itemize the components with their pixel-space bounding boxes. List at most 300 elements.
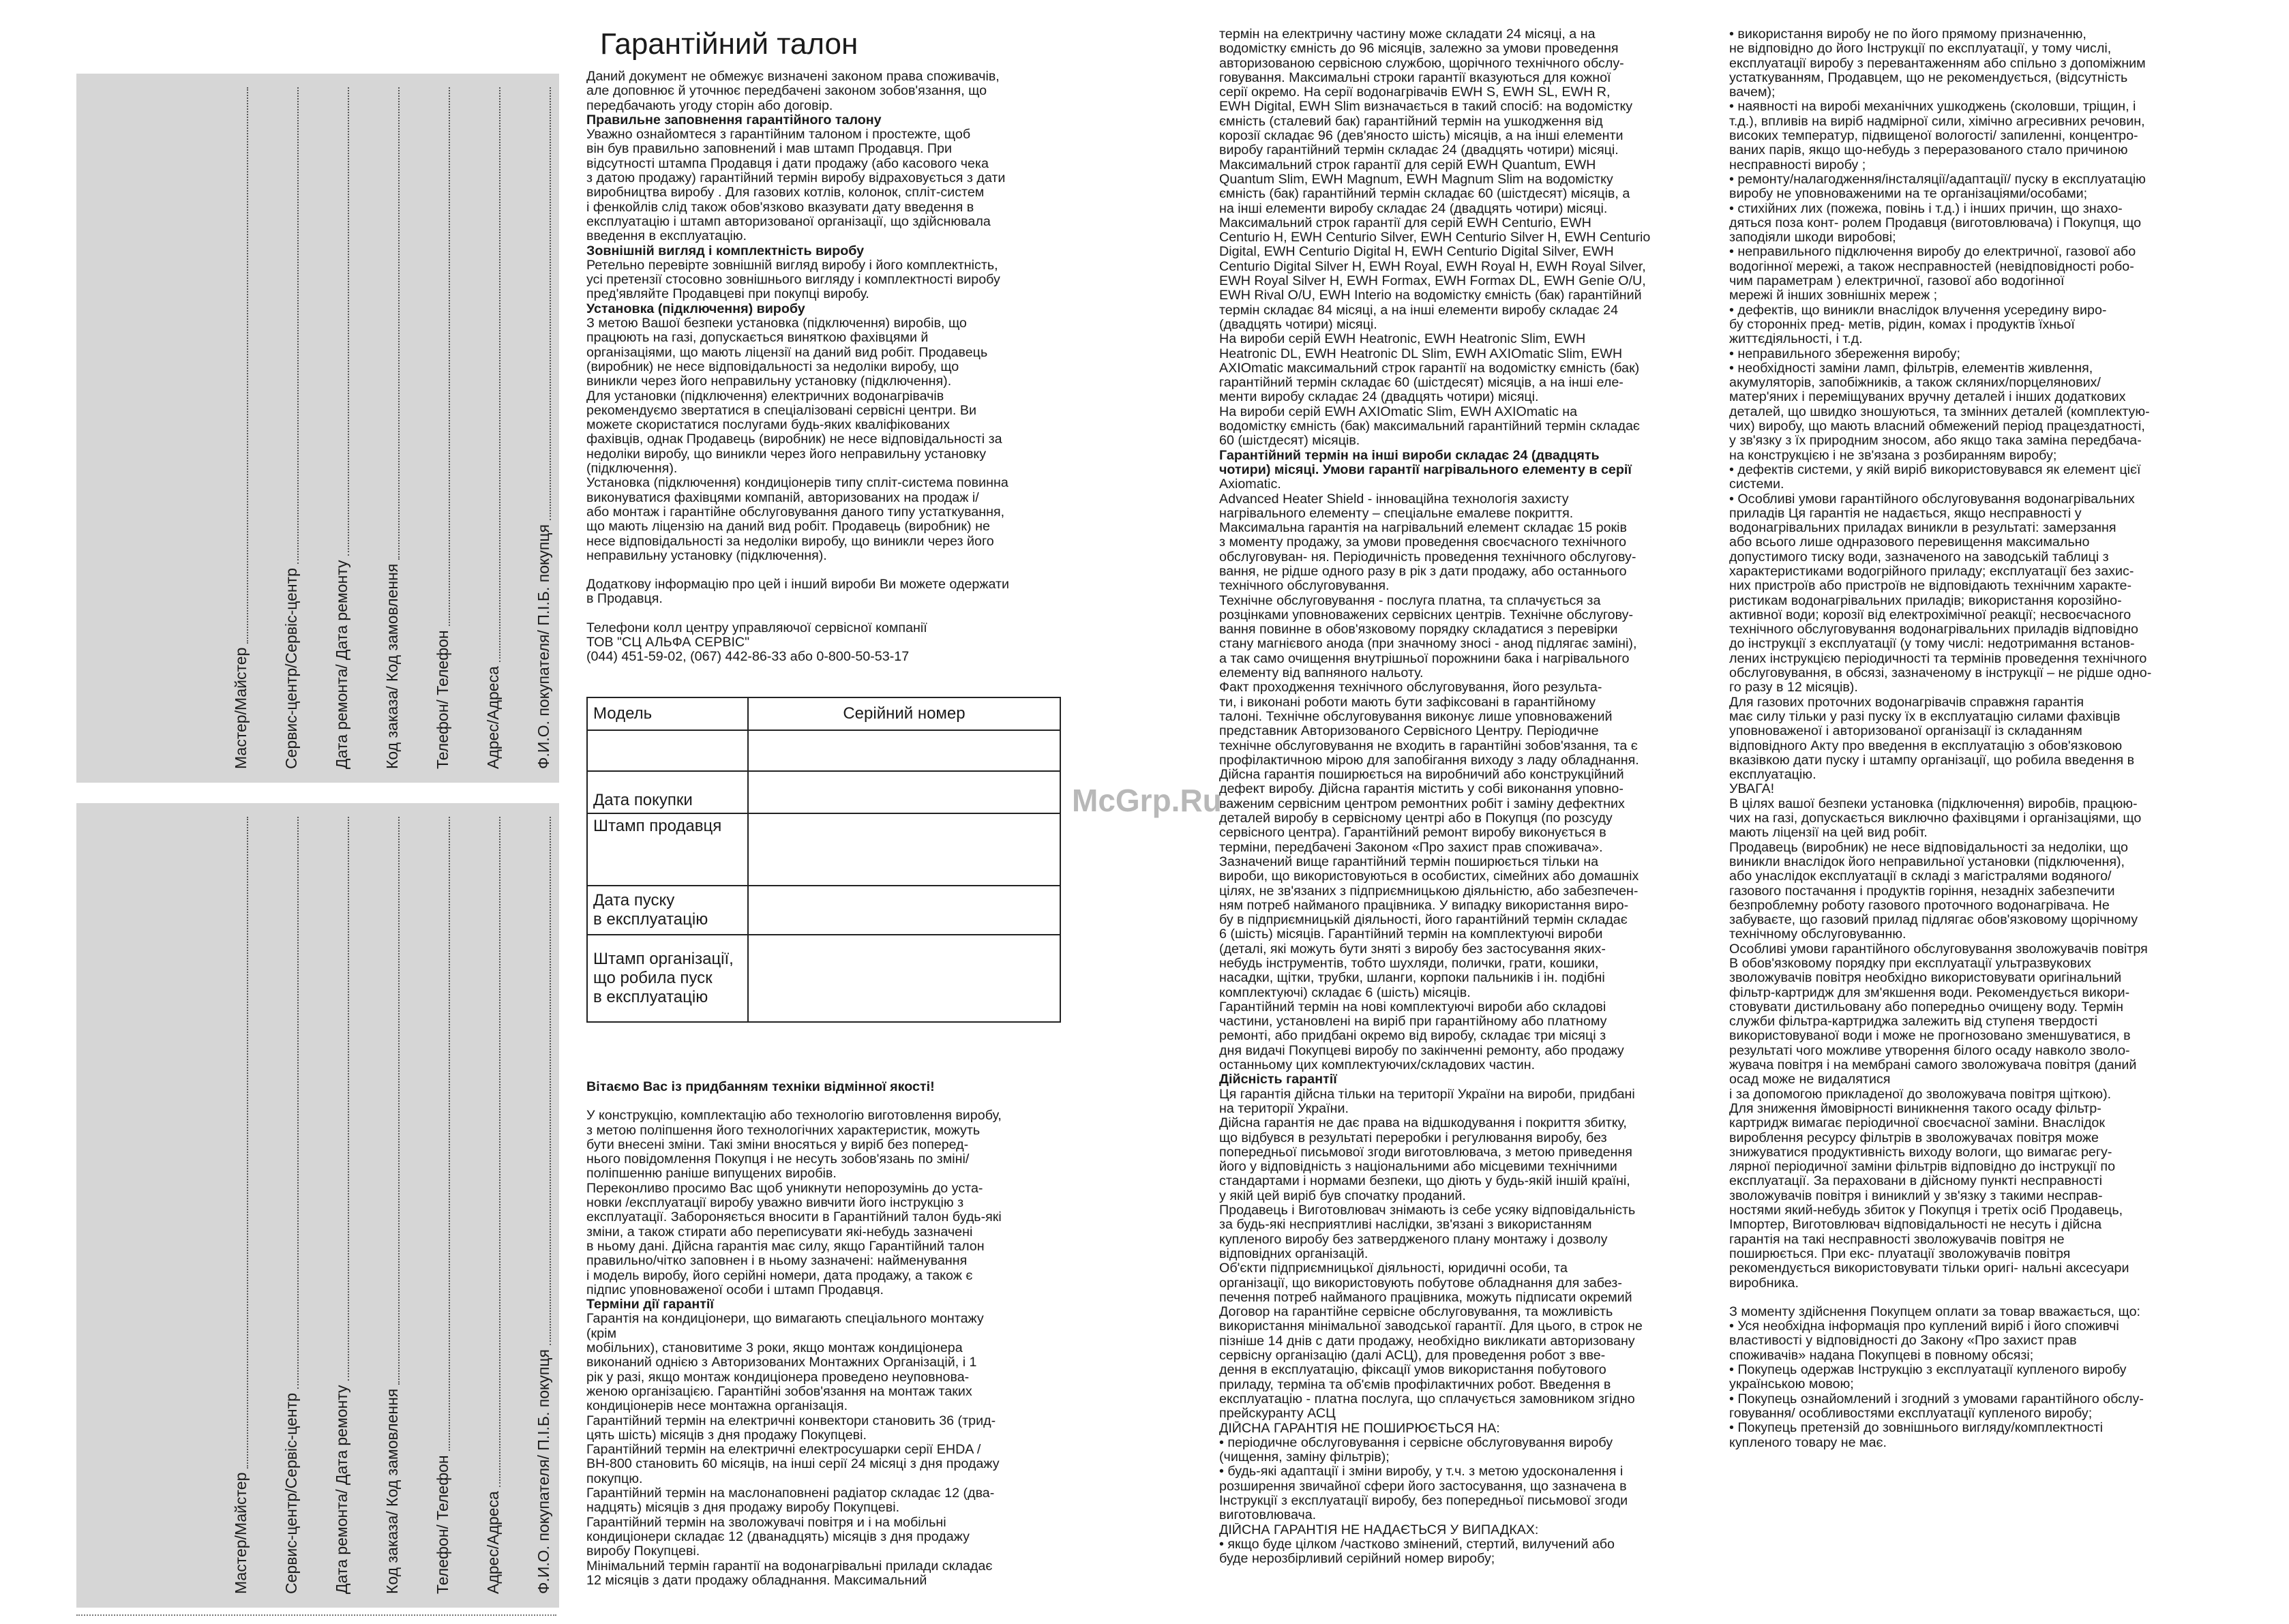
text-line: виконаний однією з Авторизованих Монтажних Організацій, і 1 <box>586 1355 977 1370</box>
coupon-field-label: Ф.И.О. покупателя/ П.І.Б. покупця <box>535 1349 552 1594</box>
text-line: рекомендуємо звертатися в спеціалізовані сервісні центри. Ви <box>586 403 976 418</box>
text-line: AXIOmatic максимальний строк гарантії на водомістку ємність (бак) <box>1219 361 1640 376</box>
text-line: споживачів» надана Покупцеві в повному обсязі; <box>1729 1348 2034 1363</box>
text-line: устаткуванням, Продавцем, що не рекомендується, (відсутність <box>1729 70 2128 85</box>
text-line: організаціями, що мають ліцензії на даний вид робіт. Продавець <box>586 345 988 360</box>
text-line: • дефектів системи, у якій виріб використовувався як елемент цієї <box>1729 462 2141 477</box>
text-line: • періодичне обслуговування і сервісне обслуговування виробу <box>1219 1435 1613 1450</box>
text-line: насадки, щітки, трубки, шланги, корпоки пальників і ін. подібні <box>1219 971 1605 986</box>
text-line: останньому цих комплектуючих/складових частин. <box>1219 1058 1536 1073</box>
text-line: Heatronic DL, EWH Heatronic DL Slim, EWH AXIOmatic Slim, EWH <box>1219 346 1623 361</box>
text-line: і модель виробу, його серійні номери, дата продажу, а також є <box>586 1268 973 1283</box>
coupon-field[interactable] <box>282 87 301 769</box>
text-line: і фенкойлів слід також обов'язково вказувати дату введення в <box>586 200 974 215</box>
text-line: на території України. <box>1219 1101 1349 1116</box>
text-line: виробу не уповноваженими на те організаціями/особами; <box>1729 187 2088 202</box>
text-line: • ремонту/налагодження/інсталяції/адаптації/ пуску в експлуатацію <box>1729 172 2146 187</box>
text-line: небудь інструментів, тобто шухляди, полички, грати, кошики, <box>1219 957 1599 971</box>
text-line: вання, не рідше одного разу в рік з дати продажу, або останнього <box>1219 564 1627 579</box>
text-line: виробника. <box>1729 1276 1799 1291</box>
column-intro <box>586 70 1068 665</box>
cut-line <box>76 1614 556 1616</box>
text-line: жувача повітря і на мембрані самого зволожувача повітря (даний <box>1729 1058 2137 1073</box>
coupon-field-fill-line[interactable] <box>235 817 248 1469</box>
text-line: введення в експлуатацію. <box>586 229 747 244</box>
text-line: Установка (підключення) кондиціонерів типу спліт-система повинна <box>586 476 1008 491</box>
product-info-table <box>586 697 1061 1023</box>
coupon-field-fill-line[interactable] <box>537 817 551 1345</box>
text-line: за будь-які несприятливі наслідки, зв'язані з використанням <box>1219 1218 1592 1233</box>
text-line: сервісного центра). Гарантійний ремонт виробу виконується в <box>1219 826 1606 841</box>
text-line: важеним сервісним центром ремонтних робіт і заміну дефектних <box>1219 796 1625 811</box>
text-line: Для зниження ймовірності виникнення такого осаду фільтр- <box>1729 1101 2101 1116</box>
text-line: • неправильного підключення виробу до електричної, газової або <box>1729 245 2136 260</box>
table-label-cell: Штамп організації, що робила пуск в експлуатацію <box>587 935 748 1022</box>
text-line: до інструкції з експлуатації (у тому числі: недотримання встанов- <box>1729 637 2135 652</box>
text-line: поширюється. При екс- плуатації зволожувачів повітря <box>1729 1246 2071 1261</box>
text-line: рекомендується використовувати тільки оригі- нальні аксесуари <box>1729 1261 2129 1276</box>
text-line: попередньої письмової згоди виготовлювача, з метою приведення <box>1219 1145 1632 1160</box>
text-line: мережі й інших зовнішніх мереж ; <box>1729 288 1938 303</box>
coupon-field-label: Сервис-центр/Сервіс-центр <box>282 1393 300 1594</box>
text-line: говування. Максимальні строки гарантії вказуються для кожної <box>1219 70 1611 85</box>
text-line: Уважно ознайомтеся з гарантійним талоном і простежте, щоб <box>586 127 971 142</box>
text-line: ностями який-небудь збиток у Покупця і третіх осіб Продавець, <box>1729 1203 2123 1218</box>
text-line: технічне обслуговування не входить в гарантійні зобов'язання, та є <box>1219 738 1638 753</box>
text-line: дення в експлуатацію, фіксації умов використання побутового <box>1219 1363 1606 1378</box>
text-line: авторизованою сервісною службою, щорічного технічного обслу- <box>1219 56 1624 71</box>
text-line: ДІЙСНА ГАРАНТІЯ НЕ ПОШИРЮЄТЬСЯ НА: <box>1219 1421 1500 1436</box>
text-line: бу сторонніх пред- метів, рідин, комах і продуктів їхньої <box>1729 317 2075 332</box>
text-line: він був правильно заповнений і мав штамп Продавця. При <box>586 142 952 157</box>
text-line: Гарантійний термін на інші вироби складає 24 (двадцять <box>1219 448 1600 463</box>
text-line: Для установки (підключення) електричних водонагрівачів <box>586 389 944 404</box>
text-line: Імпортер, Виготовлювач відповідальності не несуть і дійсна <box>1729 1218 2102 1233</box>
text-line: • Покупець претензій до зовнішнього вигляду/комплектності <box>1729 1421 2104 1436</box>
text-line: використовуваної води і може не прогнозовано зменшуватися, в <box>1729 1029 2131 1044</box>
text-line: несе відповідальності за недоліки виробу, що виникли через його <box>586 534 994 549</box>
text-line: Зазначений вище гарантійний термін поширюється тільки на <box>1219 854 1599 869</box>
text-line: ристикам водонагрівальних приладів; використання корозійно- <box>1729 593 2122 608</box>
text-line: чотири) місяці. Умови гарантії нагрівального елементу в серії <box>1219 462 1632 477</box>
text-line: рік у разі, якщо монтаж кондиціонера проведено неуповнова- <box>586 1370 970 1385</box>
text-line: Установка (підключення) виробу <box>586 301 805 316</box>
text-line: • необхідності заміни ламп, фільтрів, елементів живлення, <box>1729 361 2093 376</box>
text-line: стандартами і нормами безпеки, що діють у будь-якій іншій країні, <box>1219 1174 1630 1189</box>
text-line: знижуватися продуктивність виходу вологи, що вимагає регу- <box>1729 1145 2112 1160</box>
text-line: українською мовою; <box>1729 1377 1854 1392</box>
text-line: або всього лише однразового перевищення максимально <box>1729 535 2090 550</box>
table-label-cell: Дата пуску в експлуатацію <box>587 886 748 935</box>
table-label-cell: Дата покупки <box>587 771 748 813</box>
column-middle <box>1219 27 1683 1566</box>
text-line: ти, і виконані роботи мають бути зафіксовані в гарантійному <box>1219 695 1596 710</box>
coupon-field-fill-line[interactable] <box>386 817 400 1385</box>
text-line: цілях, не зв'язаних з підприємницькою діяльністю, або забезпечен- <box>1219 884 1639 899</box>
text-line: ДІЙСНА ГАРАНТІЯ НЕ НАДАЄТЬСЯ У ВИПАДКАХ: <box>1219 1522 1539 1537</box>
coupon-field-label: Мастер/Майстер <box>232 1472 250 1594</box>
coupon-field-fill-line[interactable] <box>537 87 551 520</box>
text-line: розцінками уповноважених сервісних центрів. Технічне обслугову- <box>1219 607 1634 622</box>
coupon-field-fill-line[interactable] <box>335 817 349 1381</box>
coupon-field-label: Ф.И.О. покупателя/ П.І.Б. покупця <box>535 524 552 769</box>
coupon-field[interactable] <box>535 817 553 1594</box>
table-row <box>587 771 1060 813</box>
text-line: пред'являйте Продавцеві при покупці виробу. <box>586 287 869 302</box>
text-line: (виробник) не несе відповідальності за недоліки виробу, що <box>586 359 959 374</box>
text-line: • використання виробу не по його прямому призначенню, <box>1729 27 2086 42</box>
text-line: купленого товару не має. <box>1729 1435 1887 1450</box>
text-line: кондиціонерів несе монтажна організація. <box>586 1399 848 1414</box>
table-row <box>587 935 1060 1022</box>
text-line: У конструкцію, комплектацію або технологію виготовлення виробу, <box>586 1109 1002 1124</box>
text-line: фахівців, однак Продавець (виробник) не несе відповідальності за <box>586 432 1002 447</box>
text-line: можете скористатися послугами будь-яких кваліфікованих <box>586 418 950 433</box>
text-line <box>586 607 1068 621</box>
text-line: Вітаємо Вас із придбанням техніки відмінної якості! <box>586 1080 935 1094</box>
text-line: що відбувся в результаті переробки і регулювання виробу, без <box>1219 1130 1607 1145</box>
text-line: Ретельно перевірте зовнішній вигляд виробу і його комплектність, <box>586 258 998 273</box>
text-line: поліпшенню раніше випущених виробів. <box>586 1167 837 1182</box>
text-line: на інші елементи виробу складає 24 (двадцять чотири) місяці. <box>1219 201 1608 216</box>
text-line: Centurio H, EWH Centurio Silver, EWH Centurio Silver H, EWH Centurio <box>1219 230 1651 245</box>
text-line: експлуатацію. <box>1729 768 1816 783</box>
text-line: ємність (бак) гарантійний термін складає 60 (шістдесят) місяців, а <box>1219 187 1630 202</box>
text-line: Гарантія на кондиціонери, що вимагають спеціального монтажу <box>586 1312 984 1327</box>
text-line: експлуатації. За пераховани в дійсному пункті несправності <box>1729 1174 2102 1189</box>
text-line: акумуляторів, запобіжників, а також скляних/порцелянових/ <box>1729 376 2101 391</box>
text-line: виробу гарантійний термін складає 24 (двадцять чотири) місяці. <box>1219 143 1619 158</box>
text-line: зволожувачів повітря необхідно використовувати оригінальний <box>1729 971 2122 986</box>
text-line: водогінної мережі, а також несправностей (невідповідності робо- <box>1729 259 2134 274</box>
text-line: виконуватися фахівцями компаній, авторизованих на продаж і/ <box>586 490 979 505</box>
coupon-field-fill-line[interactable] <box>436 87 450 626</box>
text-line: лярної періодичної заміни фільтрів відповідно до інструкції по <box>1729 1160 2116 1175</box>
text-line: з датою продажу) гарантійний термін виробу відраховується з дати <box>586 171 1006 186</box>
text-line: Гарантійний термін на зволожувачі повітря и і на мобільні <box>586 1515 946 1530</box>
text-line: картридж вимагає періодичної своєчасної заміни. Внаслідок <box>1729 1116 2105 1131</box>
table-label-cell: Штамп продавця <box>587 813 748 886</box>
page-title: Гарантійний талон <box>600 27 858 61</box>
coupon-field[interactable] <box>434 817 452 1594</box>
text-line: сервісну організацію (далі АСЦ), для проведення робот з вве- <box>1219 1349 1606 1364</box>
text-line: Зовнішній вигляд і комплектність виробу <box>586 243 865 258</box>
text-line: EWH Royal Silver H, EWH Formax, EWH Formax DL, EWH Genie O/U, <box>1219 274 1646 289</box>
coupon-field-label: Сервис-центр/Сервіс-центр <box>282 568 300 769</box>
text-line: гарантія на такі несправності зволожувачів повітря не <box>1729 1232 2065 1247</box>
text-line: ваних парів, якщо що-небудь з переразованого стало причиною <box>1729 143 2128 158</box>
coupon-field[interactable] <box>484 87 503 769</box>
text-line: безпроблемну роботу газового проточного водонагрівача. Не <box>1729 898 2110 913</box>
text-line: стану магнієвого анода (при значному зносі - анод підлягає заміні), <box>1219 637 1637 652</box>
text-line: Переконливо просимо Вас щоб уникнути непорозумінь до уста- <box>586 1181 983 1196</box>
text-line: Максимальний строк гарантії для серій EWH Centurio, EWH <box>1219 215 1591 230</box>
table-input-cell[interactable] <box>748 813 1060 886</box>
text-line: 12 місяців з дати продажу обладнання. Максимальний <box>586 1573 927 1588</box>
text-line: забуваєте, що газовий прилад підлягає обов'язковому щорічному <box>1729 913 2138 928</box>
text-line: покупцю. <box>586 1471 643 1486</box>
text-line: вироблення ресурсу фільтрів в зволожувачах повітря може <box>1729 1130 2099 1145</box>
text-line: служби фільтра-картриджа залежить від ступеня твердості <box>1729 1014 2098 1029</box>
text-line: приладів Ця гарантія не надається, якщо несправності у <box>1729 506 2082 521</box>
text-line: виготовлювача. <box>1219 1508 1317 1523</box>
text-line: експлуатації. Забороняється вносити в Гарантійний талон будь-які <box>586 1210 1002 1225</box>
text-line: обслуговуван- ня. Періодичність проведення технічного обслугову- <box>1219 550 1636 565</box>
text-line: відповідного Акту про введення в експлуатацію з обов'язковою <box>1729 738 2123 753</box>
text-line: Договор на гарантійне сервісне обслуговування, та можливість <box>1219 1305 1613 1320</box>
text-line: EWH Digital, EWH Slim визначається в такий спосіб: на водомістку <box>1219 100 1633 115</box>
text-line: дефект виробу. Дійсна гарантія містить у собі виконання уповно- <box>1219 782 1624 797</box>
coupon-field-label: Дата ремонта/ Дата ремонту <box>333 560 350 769</box>
text-line: Ця гарантія дійсна тільки на території України на вироби, придбані <box>1219 1087 1635 1102</box>
text-line: В цілях вашої безпеки установка (підключення) виробів, працюю- <box>1729 796 2138 811</box>
text-line: Digital, EWH Centurio Digital H, EWH Centurio Digital Silver, EWH <box>1219 245 1614 260</box>
text-line: технічного обслуговування. <box>1219 579 1390 594</box>
text-line: елементу від вапняного нальоту. <box>1219 666 1424 681</box>
warranty-coupon-bottom <box>76 803 559 1608</box>
text-line: • стихійних лих (пожежа, повінь і т.д.) і інших причин, що знахо- <box>1729 201 2123 216</box>
text-line: (підключення). <box>586 462 678 477</box>
text-line: (двадцять чотири) місяці. <box>1219 317 1377 332</box>
text-line: Особливі умови гарантійного обслуговування зволожувачів повітря <box>1729 942 2148 957</box>
table-input-cell[interactable] <box>748 730 1060 771</box>
coupon-field[interactable] <box>333 87 351 769</box>
text-line: уповноваженої і авторизованої організації із складанням <box>1729 724 2082 739</box>
coupon-field-label: Мастер/Майстер <box>232 647 250 769</box>
coupon-field-fill-line[interactable] <box>487 817 500 1487</box>
text-line: водонагрівальних приладах виникли в результаті: замерзання <box>1729 521 2116 536</box>
text-line: терміни, передбачені Законом «Про захист прав споживача». <box>1219 840 1603 855</box>
text-line: недоліки виробу, що виникли через його неправильну установку <box>586 447 987 462</box>
text-line: виробу Покупцеві. <box>586 1544 700 1559</box>
text-line: несправності виробу ; <box>1729 157 1866 172</box>
text-line: стовувати дистильовану або попередньо очищену воду. Термін <box>1729 999 2124 1014</box>
text-line: результаті чого можливе утворення білого осаду навколо зволо- <box>1729 1043 2130 1058</box>
text-line: Axiomatic. <box>1219 477 1281 492</box>
text-line: дяться поза конт- ролем Продавця (виготовлювача) і Покупця, що <box>1729 215 2142 230</box>
text-line: них пристроїв або пристроїв не відповідають технічним характе- <box>1729 579 2132 594</box>
text-line: BH-800 становить 60 місяців, на інші серії 24 місяці з дня продажу <box>586 1457 1000 1472</box>
text-line: Гарантійний термін на електричні конвектори становить 36 (трид- <box>586 1413 996 1428</box>
text-line: системи. <box>1729 477 1784 492</box>
text-line: корозії складає 96 (дев'яносто шість) місяців, а на інші елементи <box>1219 129 1624 144</box>
coupon-field-label: Дата ремонта/ Дата ремонту <box>333 1385 350 1594</box>
text-line: В обов'язковому порядку при експлуатації ультразвукових <box>1729 957 2091 971</box>
watermark: McGrp.Ru <box>1072 783 1222 818</box>
text-line: допустимого тиску води, зазначеного на заводській таблиці з <box>1729 550 2109 565</box>
text-line: Факт проходження технічного обслуговування, його результа- <box>1219 680 1602 695</box>
text-line <box>586 1094 1068 1109</box>
text-line: буде нерозбірливий серійний номер виробу; <box>1219 1552 1495 1567</box>
text-line: використання мінімальної заводської гарантії. Для цього, в строк не <box>1219 1319 1643 1334</box>
text-line: зміни, а також стирати або переписувати які-небудь зазначені <box>586 1224 973 1239</box>
text-line: Продавець (виробник) не несе відповідальності за недоліки, що <box>1729 840 2128 855</box>
text-line: го разу в 12 місяців). <box>1729 680 1858 695</box>
text-line: деталей виробу в сервісному центрі або в Покупця (по розсуду <box>1219 811 1613 826</box>
text-line: з моменту продажу, за умови проведення своєчасного технічного <box>1219 535 1627 550</box>
text-line: ням потреб найманого працівника. У випадку використання виро- <box>1219 898 1629 913</box>
coupon-field-fill-line[interactable] <box>285 87 299 564</box>
text-line <box>1729 1291 2193 1305</box>
text-line: Мінімальний термін гарантії на водонагрівальні прилади складає <box>586 1559 993 1574</box>
text-line: Об'єкти підприємницької діяльності, юридичні особи, та <box>1219 1261 1568 1276</box>
text-line: Максимальний строк гарантії для серій EWH Quantum, EWH <box>1219 157 1596 172</box>
text-line: виробництва виробу . Для газових котлів, колонок, спліт-систем <box>586 185 985 200</box>
text-line: Додаткову інформацію про цей і інший вироби Ви можете одержати <box>586 577 1010 592</box>
text-line: Продавець і Виготовлювач знімають із себе усяку відповідальність <box>1219 1203 1636 1218</box>
text-line: вказівкою дати пуску і штампу організації, що робила введення в <box>1729 753 2135 768</box>
text-line: печення потреб найманого працівника, можуть підписати окремий <box>1219 1290 1632 1305</box>
text-line: газового постачання і продуктів горіння, незадніх забезпечити <box>1729 884 2115 899</box>
text-line: термін на електричну частину може складати 24 місяці, а на <box>1219 27 1596 42</box>
text-line: експлуатацію і штамп авторизованої організації, що здійснювала <box>586 214 991 229</box>
text-line: УВАГА! <box>1729 782 1775 797</box>
text-line: і за допомогою прикладеної до зволожувача повітря щіткою). <box>1729 1087 2112 1102</box>
text-line: або монтаж і гарантійне обслуговування даного типу устаткування, <box>586 505 1005 520</box>
coupon-field[interactable] <box>282 817 301 1594</box>
text-line: Дійсна гарантія не дає права на відшкодування і покриття збитку, <box>1219 1116 1627 1131</box>
text-line: нього повідомлення Покупця і не несуть зобов'язань по зміні/ <box>586 1152 970 1167</box>
text-line: (044) 451-59-02, (067) 442-86-33 або 0-800-50-53-17 <box>586 650 910 665</box>
text-line: організації, що використовують побутове обладнання для забез- <box>1219 1276 1622 1291</box>
coupon-field[interactable] <box>535 87 553 769</box>
coupon-field[interactable] <box>434 87 452 769</box>
coupon-field-fill-line[interactable] <box>235 87 248 644</box>
coupon-field-fill-line[interactable] <box>487 87 500 662</box>
text-line: неправильну установку (підключення). <box>586 548 827 563</box>
text-line: (деталі, які можуть бути зняті з виробу без застосування яких- <box>1219 942 1606 957</box>
text-line: пізніше 14 днів с дати продажу, необхідно викликати авторизовану <box>1219 1334 1635 1349</box>
text-line: водомістку ємність (бак) максимальний гарантійний термін складає <box>1219 419 1640 434</box>
coupon-field[interactable] <box>484 817 503 1594</box>
text-line: має силу тільки у разі пуску їх в експлуатацію силами фахівців <box>1729 709 2121 724</box>
text-line: бу в підприємницькій діяльності, його гарантійний термін складає <box>1219 913 1628 928</box>
coupon-field-label: Телефон/ Телефон <box>434 1455 451 1594</box>
text-line: в ньому дані. Дійсна гарантія має силу, якщо Гарантійний талон <box>586 1239 985 1254</box>
text-line: що мають ліцензію на даний вид робіт. Продавець (виробник) не <box>586 520 990 535</box>
text-line: життєдіяльності, і т.д. <box>1729 332 1863 347</box>
coupon-field[interactable] <box>232 87 250 769</box>
coupon-field-label: Код заказа/ Код замовлення <box>383 1388 401 1594</box>
text-line: чим параметрам ) електричної, газової або водогінної <box>1729 274 2065 289</box>
coupon-field[interactable] <box>232 817 250 1594</box>
coupon-field-label: Адрес/Адреса <box>484 666 502 769</box>
text-line: Гарантійний термін на маслонаповнені радіатор складає 12 (два- <box>586 1486 995 1501</box>
table-row <box>587 730 1060 771</box>
text-line: працюють на газі, допускається виняткою фахівцями й <box>586 331 929 346</box>
coupon-field-fill-line[interactable] <box>386 87 400 560</box>
text-line: підпис уповноваженої особи і штамп Продавця. <box>586 1282 884 1297</box>
text-line: мають ліцензії на цей вид робіт. <box>1729 826 1928 841</box>
text-line: комплектуючі) складає 6 (шість) місяців. <box>1219 985 1471 1000</box>
table-row <box>587 886 1060 935</box>
text-line: На вироби серій EWH Heatronic, EWH Heatronic Slim, EWH <box>1219 332 1586 347</box>
text-line: купленого виробу без затвердженого плану монтажу і дозволу <box>1219 1232 1608 1247</box>
text-line <box>586 563 1068 577</box>
text-line: • будь-які адаптації і зміни виробу, у т.ч. з метою удосконалення і <box>1219 1464 1624 1479</box>
text-line: З метою Вашої безпеки установка (підключення) виробів, що <box>586 316 967 331</box>
text-line: вироби, що використовуються в особистих, сімейних або домашніх <box>1219 869 1639 884</box>
text-line: в Продавця. <box>586 592 663 607</box>
coupon-field-fill-line[interactable] <box>335 87 349 556</box>
text-line: у якій цей виріб був спочатку проданий. <box>1219 1188 1466 1203</box>
text-line: Даний документ не обмежує визначені законом права споживачів, <box>586 70 1000 84</box>
text-line: технічному обслуговуванню. <box>1729 927 1906 942</box>
text-line: нагрівального елементу – спеціальне емалеве покриття. <box>1219 506 1574 521</box>
text-line: його у відповідність з національними або місцевими технічними <box>1219 1160 1617 1175</box>
text-line: талоні. Технічне обслуговування виконує лише уповноважений <box>1219 709 1613 724</box>
text-line: обслуговування, в обсязі, зазначеному в інструкції – не рідше одно- <box>1729 666 2152 681</box>
coupon-field[interactable] <box>333 817 351 1594</box>
text-line: з метою поліпшення його технологічних характеристик, можуть <box>586 1123 981 1138</box>
text-line: Терміни дії гарантії <box>586 1297 714 1312</box>
text-line: осад може не видалятися <box>1729 1072 1891 1087</box>
text-line: цять шість) місяців з дня продажу Покупцеві. <box>586 1428 867 1443</box>
table-input-cell[interactable] <box>748 886 1060 935</box>
table-header: Серійний номер <box>748 697 1060 730</box>
table-input-cell[interactable] <box>748 935 1060 1022</box>
text-line: матер'яних і переміщуваних вручну деталей і інших додаткових <box>1729 390 2126 405</box>
table-input-cell[interactable] <box>748 771 1060 813</box>
text-line: вачем); <box>1729 85 1776 100</box>
text-line: Правильне заповнення гарантійного талону <box>586 112 882 127</box>
text-line: у зв'язку з їх природним зносом, або якщо така заміна передбача- <box>1729 434 2142 449</box>
text-line: зволожувачів повітря і виниклий у зв'язку з такими несправ- <box>1729 1188 2103 1203</box>
text-line: бути внесені зміни. Такі зміни вносяться у виріб без поперед- <box>586 1137 969 1152</box>
text-line: женою організацією. Гарантійні зобов'язання на монтаж таких <box>586 1384 972 1399</box>
text-line: не відповідно до його Інструкції по експлуатації, у тому числі, <box>1729 42 2112 57</box>
text-line: експлуатацію - платна послуга, що сплачується замовником згідно <box>1219 1392 1635 1407</box>
text-line: Дійсна гарантія поширюється на виробничий або конструкційний <box>1219 768 1624 783</box>
text-line: 60 (шістдесят) місяців. <box>1219 434 1360 449</box>
text-line: Дійсність гарантії <box>1219 1072 1337 1087</box>
warranty-coupon-top <box>76 74 559 783</box>
text-line: експлуатації виробу з перевантаженням або спільно з допоміжним <box>1729 56 2146 71</box>
text-line: прейскуранту АСЦ <box>1219 1407 1336 1422</box>
text-line: т.д.), впливів на виріб надмірної сили, хімічно агресивних речовин, <box>1729 114 2145 129</box>
coupon-field[interactable] <box>383 817 402 1594</box>
text-line: • Покупець ознайомлений і згодний з умовами гарантійного обслу- <box>1729 1392 2144 1407</box>
text-line: представник Авторизованого Сервісного Центру. Періодичне <box>1219 724 1599 739</box>
text-line: профілактичною мірою для запобігання виходу з ладу обладнання. <box>1219 753 1639 768</box>
text-line: • неправильного збереження виробу; <box>1729 346 1960 361</box>
text-line: приладу, терміна та об'ємів профілактичних робот. Введення в <box>1219 1377 1611 1392</box>
text-line: Інструкції з експлуатації виробу, без попередньої письмової згоди <box>1219 1493 1628 1508</box>
text-line: ремонті, або придбані окремо від виробу, складає три місяці з <box>1219 1029 1606 1044</box>
text-line: ємність (сталевий бак) гарантійний термін на ушкодження від <box>1219 114 1603 129</box>
coupon-field-fill-line[interactable] <box>436 817 450 1451</box>
text-line: • Особливі умови гарантійного обслуговування водонагрівальних <box>1729 492 2135 507</box>
table-header: Модель <box>587 697 748 730</box>
text-line: серії окремо. На серії водонагрівачів EWH S, EWH SL, EWH R, <box>1219 85 1611 100</box>
text-line: на конструкцією і не зв'язана з розбиранням виробу; <box>1729 448 2057 463</box>
text-line: менти виробу складає 24 (двадцять чотири) місяці. <box>1219 390 1539 405</box>
text-line: Centurio Digital Silver H, EWH Royal, EWH Royal H, EWH Royal Silver, <box>1219 259 1646 274</box>
text-line: вання повинне в обов'язковому порядку складатися з перевірки <box>1219 622 1618 637</box>
text-line: деталей, що швидко зношуються, та змінних деталей (комплектую- <box>1729 404 2150 419</box>
coupon-field[interactable] <box>383 87 402 769</box>
text-line: відсутності штампа Продавця і дати продажу (або касового чека <box>586 156 989 171</box>
text-line: гарантійний термін складає 60 (шістдесят) місяців, а на інші еле- <box>1219 376 1624 391</box>
text-line: • Уся необхідна інформація про куплений виріб і його споживчі <box>1729 1319 2119 1334</box>
text-line: кондиціонери складає 12 (дванадцять) місяців з дня продажу <box>586 1529 970 1544</box>
text-line: Телефони колл центру управляючої сервісної компанії <box>586 620 927 635</box>
coupon-field-fill-line[interactable] <box>285 817 299 1389</box>
text-line: новки /експлуатації виробу уважно вивчити його інструкцію з <box>586 1196 964 1211</box>
text-line: ТОВ "СЦ АЛЬФА СЕРВІС" <box>586 635 750 650</box>
text-line: дня видачі Покупцеві виробу по закінченні ремонту, або продажу <box>1219 1043 1624 1058</box>
text-line: • Покупець одержав Інструкцію з експлуатації купленого виробу <box>1729 1363 2127 1378</box>
